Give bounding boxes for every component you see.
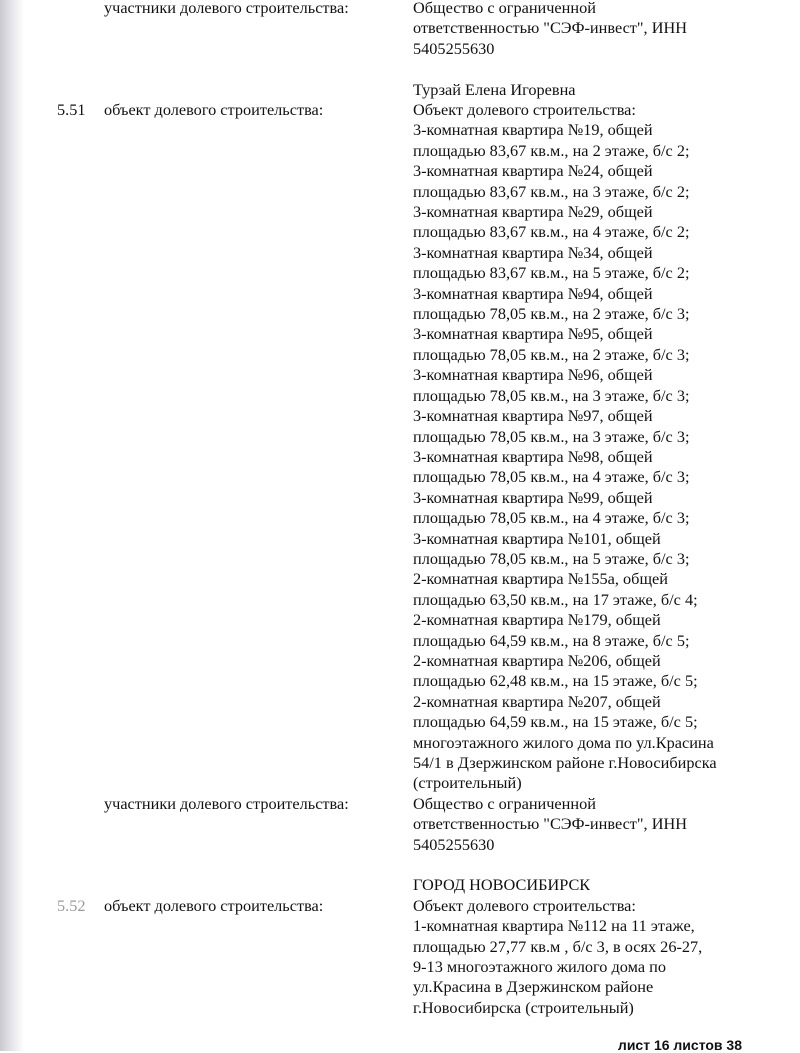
- value-line: 3-комнатная квартира №96, общей: [413, 365, 653, 385]
- value-line: площадью 78,05 кв.м., на 3 этаже, б/с 3;: [413, 426, 690, 446]
- field-label: участники долевого строительства:: [104, 0, 349, 17]
- value-line: площадью 78,05 кв.м., на 2 этаже, б/с 3;: [413, 304, 690, 324]
- document-row: [0, 0, 800, 59]
- value-line: ответственностью "СЭФ-инвест", ИНН: [413, 18, 687, 38]
- value-line: Объект долевого строительства:: [413, 100, 636, 120]
- value-line: площадью 78,05 кв.м., на 3 этаже, б/с 3;: [413, 385, 690, 405]
- value-line: 3-комнатная квартира №24, общей: [413, 161, 653, 181]
- blank-line: [0, 59, 800, 79]
- value-line: 5405255630: [413, 834, 495, 854]
- value-line: 2-комнатная квартира №207, общей: [413, 691, 661, 711]
- value-line: площадью 78,05 кв.м., на 2 этаже, б/с 3;: [413, 344, 690, 364]
- value-line: 54/1 в Дзержинском районе г.Новосибирска: [413, 753, 717, 773]
- field-value: [413, 794, 793, 855]
- value-line: ГОРОД НОВОСИБИРСК: [413, 875, 591, 895]
- value-line: площадью 83,67 кв.м., на 2 этаже, б/с 2;: [413, 140, 690, 160]
- value-line: Объект долевого строительства:: [413, 895, 636, 915]
- field-value: [413, 0, 793, 59]
- value-line: площадью 78,05 кв.м., на 4 этаже, б/с 3;: [413, 508, 690, 528]
- value-line: 1-комнатная квартира №112 на 11 этаже,: [413, 916, 695, 936]
- document-row: [0, 80, 800, 100]
- item-number: 5.51: [57, 100, 86, 120]
- value-line: 5405255630: [413, 38, 495, 58]
- value-line: площадью 78,05 кв.м., на 5 этаже, б/с 3;: [413, 548, 690, 568]
- value-line: площадью 63,50 кв.м., на 17 этаже, б/с 4;: [413, 589, 698, 609]
- page-counter: лист 16 листов 38: [617, 1037, 742, 1053]
- document-row: [0, 896, 800, 1018]
- item-number: 5.52: [57, 895, 86, 915]
- value-line: 3-комнатная квартира №99, общей: [413, 487, 653, 507]
- item-number: [0, 875, 104, 895]
- value-line: г.Новосибирска (строительный): [413, 997, 634, 1017]
- field-value: [413, 100, 793, 794]
- value-line: (строительный): [413, 773, 522, 793]
- value-line: многоэтажного жилого дома по ул.Красина: [413, 732, 714, 752]
- item-number: [0, 794, 104, 855]
- blank-line: [0, 855, 800, 875]
- value-line: ответственностью "СЭФ-инвест", ИНН: [413, 814, 687, 834]
- value-line: ул.Красина в Дзержинском районе: [413, 977, 654, 997]
- item-number: [0, 80, 104, 100]
- field-value: [413, 896, 793, 1018]
- value-line: площадью 83,67 кв.м., на 3 этаже, б/с 2;: [413, 181, 690, 201]
- field-label: [104, 80, 413, 100]
- value-line: 3-комнатная квартира №34, общей: [413, 242, 653, 262]
- value-line: Общество с ограниченной: [413, 793, 596, 813]
- document-row: [0, 875, 800, 895]
- value-line: 3-комнатная квартира №94, общей: [413, 283, 653, 303]
- value-line: площадью 83,67 кв.м., на 4 этаже, б/с 2;: [413, 222, 690, 242]
- value-line: площадью 62,48 кв.м., на 15 этаже, б/с 5;: [413, 671, 698, 691]
- value-line: площадью 78,05 кв.м., на 4 этаже, б/с 3;: [413, 467, 690, 487]
- value-line: площадью 64,59 кв.м., на 15 этаже, б/с 5;: [413, 712, 698, 732]
- value-line: 3-комнатная квартира №95, общей: [413, 324, 653, 344]
- field-label: [104, 875, 413, 895]
- value-line: площадью 27,77 кв.м , б/с 3, в осях 26-27,: [413, 936, 703, 956]
- value-line: 9-13 многоэтажного жилого дома по: [413, 957, 666, 977]
- value-line: Турзай Елена Игоревна: [413, 79, 576, 99]
- value-line: 3-комнатная квартира №98, общей: [413, 446, 653, 466]
- field-value: [413, 875, 793, 895]
- value-line: 2-комнатная квартира №206, общей: [413, 650, 661, 670]
- field-label: объект долевого строительства:: [104, 895, 324, 915]
- field-label: объект долевого строительства:: [104, 100, 324, 120]
- item-number: [0, 0, 104, 59]
- field-value: [413, 80, 793, 100]
- value-line: Общество с ограниченной: [413, 0, 596, 17]
- value-line: 2-комнатная квартира №155а, общей: [413, 569, 668, 589]
- value-line: 3-комнатная квартира №19, общей: [413, 120, 653, 140]
- value-line: 2-комнатная квартира №179, общей: [413, 610, 661, 630]
- value-line: площадью 64,59 кв.м., на 8 этаже, б/с 5;: [413, 630, 690, 650]
- value-line: 3-комнатная квартира №101, общей: [413, 528, 661, 548]
- field-label: участники долевого строительства:: [104, 793, 349, 813]
- value-line: 3-комнатная квартира №97, общей: [413, 406, 653, 426]
- value-line: площадью 83,67 кв.м., на 5 этаже, б/с 2;: [413, 263, 690, 283]
- document-row: [0, 100, 800, 794]
- value-line: 3-комнатная квартира №29, общей: [413, 202, 653, 222]
- document-row: [0, 794, 800, 855]
